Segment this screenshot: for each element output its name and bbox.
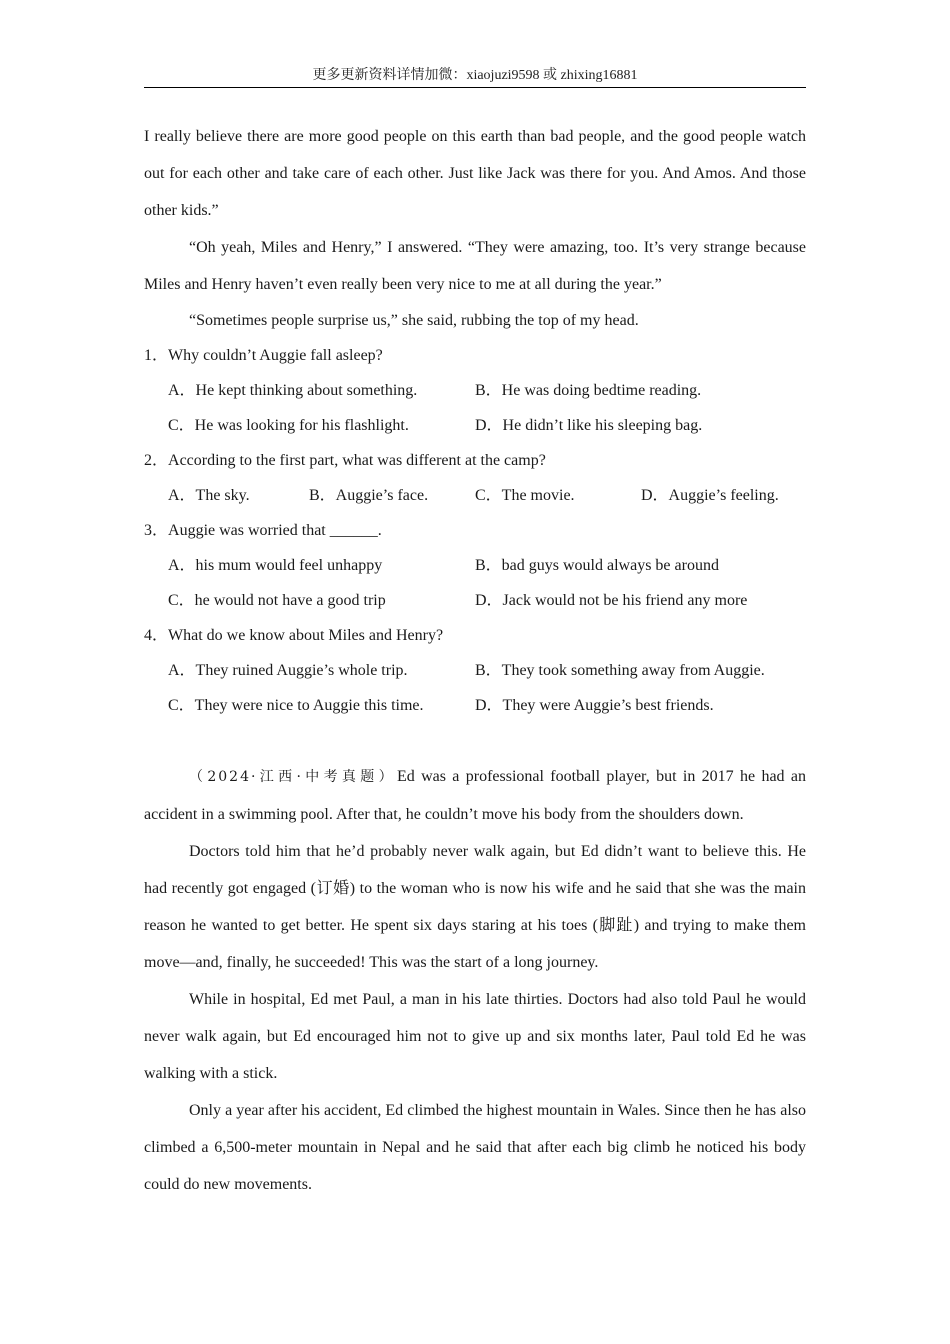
question-1 bbox=[144, 338, 806, 373]
question-4-options-row-2 bbox=[144, 688, 806, 723]
passage2-paragraph-3: While in hospital, Ed met Paul, a man in his late thirties. Doctors had also told Paul he would never walk again, but Ed encouraged him not to give up and six months later, Paul told Ed he was walking with a stick. bbox=[144, 991, 806, 1082]
question-3 bbox=[144, 513, 806, 548]
question-number: 4． bbox=[144, 627, 169, 644]
question-number: 2． bbox=[144, 452, 169, 469]
page-header: 更多更新资料详情加微：xiaojuzi9598 或 zhixing16881 bbox=[312, 68, 638, 83]
option-c[interactable]: C．The movie. bbox=[475, 487, 575, 504]
question-stem: Auggie was worried that ______. bbox=[168, 522, 382, 539]
question-2-options-row bbox=[144, 478, 806, 513]
option-c[interactable]: C．He was looking for his flashlight. bbox=[168, 417, 409, 434]
source-tag: （2024·江西·中考真题） bbox=[189, 769, 397, 785]
header-divider bbox=[144, 87, 806, 88]
question-stem: According to the first part, what was different at the camp? bbox=[168, 452, 546, 469]
option-d[interactable]: D．He didn’t like his sleeping bag. bbox=[475, 417, 703, 434]
option-b[interactable]: B．They took something away from Auggie. bbox=[475, 662, 765, 679]
question-stem: What do we know about Miles and Henry? bbox=[168, 627, 444, 644]
option-a[interactable]: A．They ruined Auggie’s whole trip. bbox=[168, 662, 408, 679]
question-number: 3． bbox=[144, 522, 169, 539]
document-body bbox=[144, 118, 806, 1203]
option-b[interactable]: B．bad guys would always be around bbox=[475, 557, 719, 574]
option-d[interactable]: D．Auggie’s feeling. bbox=[641, 487, 779, 504]
question-4-options-row-1 bbox=[144, 653, 806, 688]
option-c[interactable]: C．he would not have a good trip bbox=[168, 592, 386, 609]
option-b[interactable]: B．He was doing bedtime reading. bbox=[475, 382, 702, 399]
passage1-paragraph-2-line bbox=[144, 229, 806, 303]
question-3-options-row-2 bbox=[144, 583, 806, 618]
section-spacer bbox=[144, 723, 806, 758]
question-2 bbox=[144, 443, 806, 478]
question-3-options-row-1 bbox=[144, 548, 806, 583]
option-d[interactable]: D．Jack would not be his friend any more bbox=[475, 592, 748, 609]
option-d[interactable]: D．They were Auggie’s best friends. bbox=[475, 697, 714, 714]
passage1-paragraph-1: I really believe there are more good people on this earth than bad people, and the good people watch out for each other and take care of each other. Just like Jack was there for you. And Amos. And those other kids.” bbox=[144, 128, 806, 219]
passage1-paragraph-2: “Oh yeah, Miles and Henry,” I answered. “They were amazing, too. It’s very strange because Miles and Henry haven’t even really been very nice to me at all during the year.” bbox=[144, 239, 806, 293]
option-c[interactable]: C．They were nice to Auggie this time. bbox=[168, 697, 424, 714]
question-stem: Why couldn’t Auggie fall asleep? bbox=[168, 347, 383, 364]
passage1-paragraph-3: “Sometimes people surprise us,” she said, rubbing the top of my head. bbox=[189, 312, 639, 329]
passage2-paragraph-2: Doctors told him that he’d probably never walk again, but Ed didn’t want to believe this. He had recently got engaged (订婚) to the woman who is now his wife and he said that she was the main reason he wanted to get better. He spent six days staring at his toes (脚趾) and trying to make them move—and, finally, he succeeded! This was the start of a long journey. bbox=[144, 843, 806, 971]
option-b[interactable]: B．Auggie’s face. bbox=[309, 487, 429, 504]
question-number: 1． bbox=[144, 347, 169, 364]
option-a[interactable]: A．He kept thinking about something. bbox=[168, 382, 418, 399]
question-1-options-row-2 bbox=[144, 408, 806, 443]
passage2-paragraph-1-text: Ed was a professional football player, but in 2017 he had an accident in a swimming pool. After that, he couldn’t move his body from the shoulders down. bbox=[144, 768, 806, 823]
option-a[interactable]: A．his mum would feel unhappy bbox=[168, 557, 383, 574]
question-4 bbox=[144, 618, 806, 653]
passage2-paragraph-1 bbox=[144, 758, 806, 833]
question-1-options-row-1 bbox=[144, 373, 806, 408]
option-a[interactable]: A．The sky. bbox=[168, 487, 250, 504]
passage2-paragraph-4: Only a year after his accident, Ed climbed the highest mountain in Wales. Since then he has also climbed a 6,500-meter mountain in Nepal and he said that after each big climb he noticed his body could do new movements. bbox=[144, 1102, 806, 1193]
